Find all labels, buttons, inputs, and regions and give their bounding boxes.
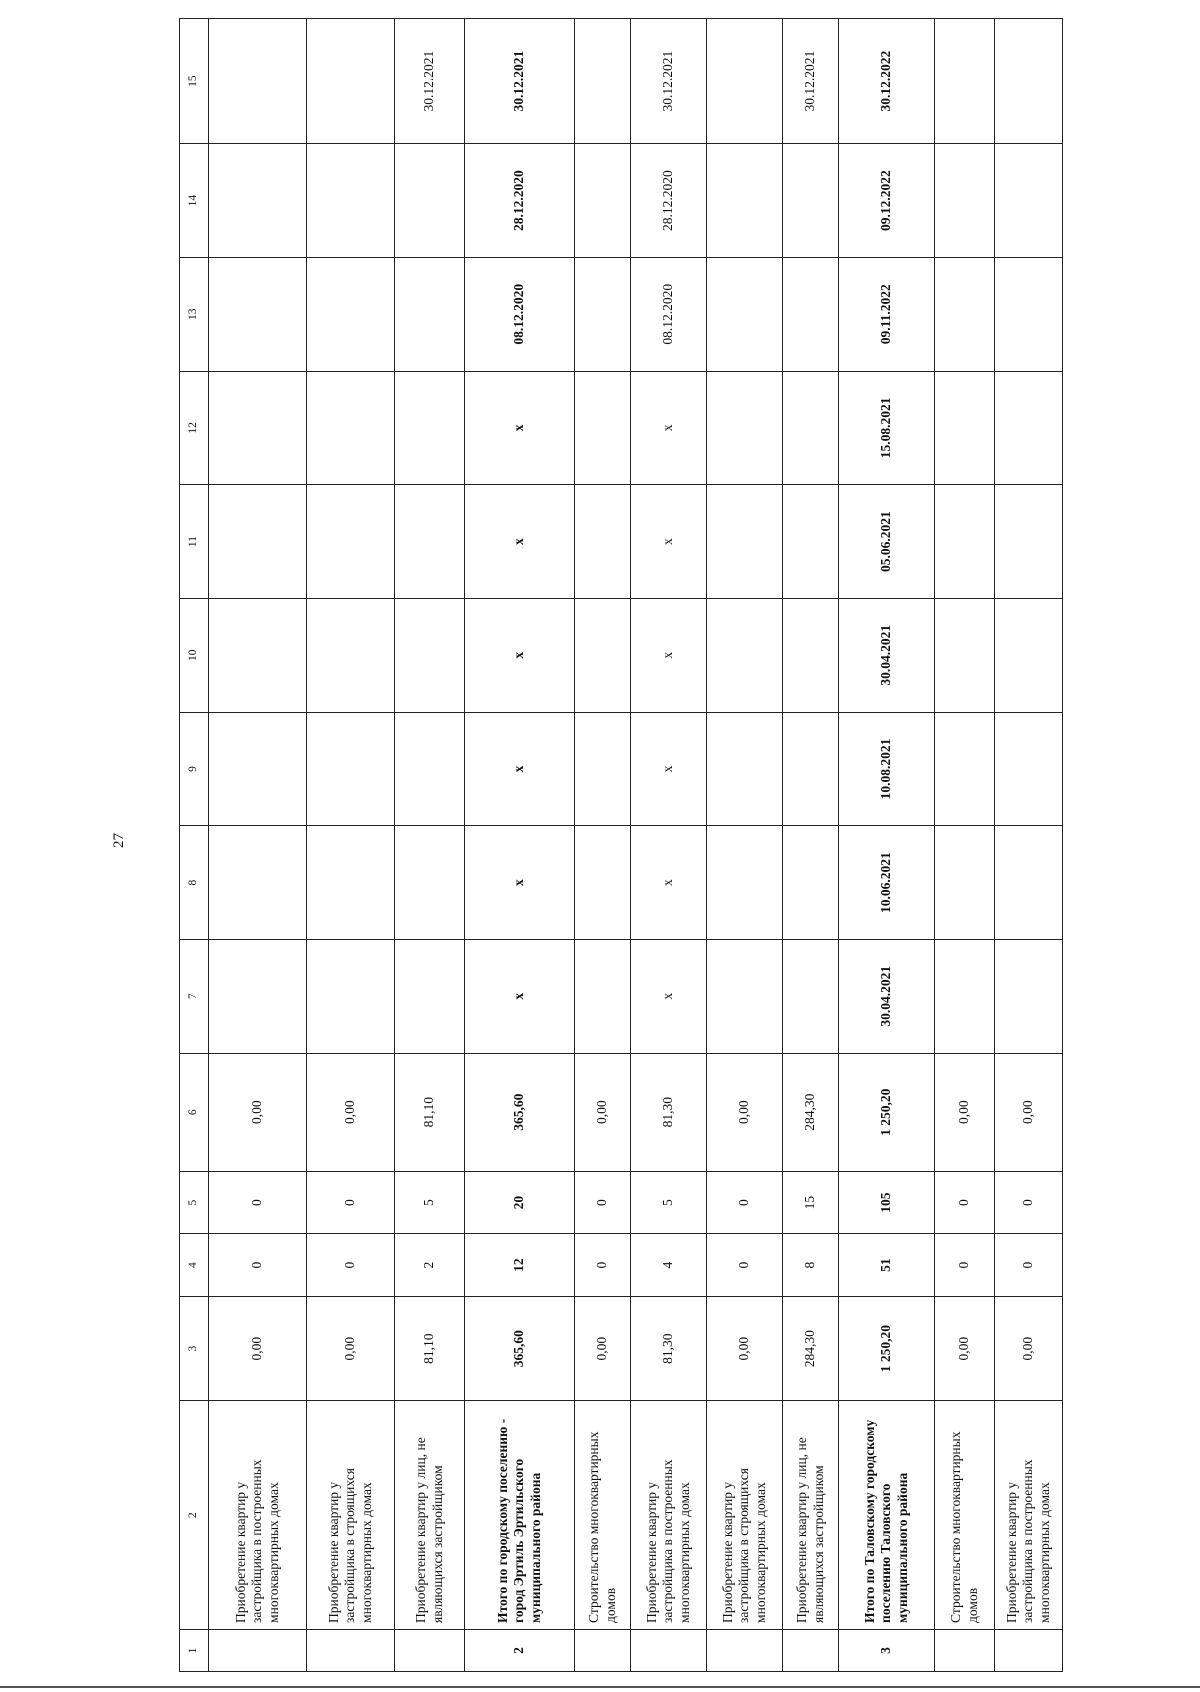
- table-cell: 5: [631, 1171, 707, 1234]
- table-cell: [575, 144, 631, 258]
- table-cell: [935, 939, 995, 1053]
- table-cell: [783, 598, 839, 712]
- table-cell: [209, 144, 307, 258]
- table-cell: 105: [839, 1171, 935, 1234]
- table-cell: 08.12.2020: [465, 257, 575, 371]
- table-cell: [935, 485, 995, 599]
- table-row: [839, 19, 935, 1672]
- table-cell: 0: [707, 1234, 783, 1297]
- table-cell: x: [465, 826, 575, 940]
- table-cell: 0: [209, 1234, 307, 1297]
- table-cell: 10.08.2021: [839, 712, 935, 826]
- table-cell: 0,00: [209, 1053, 307, 1171]
- table-cell: [995, 144, 1063, 258]
- table-cell: x: [465, 371, 575, 485]
- table-cell: [935, 257, 995, 371]
- column-number: 7: [180, 939, 209, 1053]
- table-cell: 0: [307, 1171, 395, 1234]
- table-cell: [209, 371, 307, 485]
- table-cell: [209, 19, 307, 144]
- table-cell: 0,00: [935, 1053, 995, 1171]
- table-cell: [307, 598, 395, 712]
- program-table: [179, 18, 1063, 1672]
- table-cell: [395, 144, 465, 258]
- table-cell: 30.12.2022: [839, 19, 935, 144]
- table-row: [935, 19, 995, 1672]
- column-number: 15: [180, 19, 209, 144]
- table-cell: 1 250,20: [839, 1053, 935, 1171]
- table-cell: [995, 826, 1063, 940]
- column-number: 5: [180, 1171, 209, 1234]
- table-cell: 51: [839, 1234, 935, 1297]
- row-title: Приобретение квартир у застройщика в строящихся многоквартирных домах: [307, 1401, 395, 1630]
- table-cell: 12: [465, 1234, 575, 1297]
- table-cell: [575, 485, 631, 599]
- table-cell: [995, 939, 1063, 1053]
- table-cell: 81,10: [395, 1296, 465, 1401]
- table-row: [707, 19, 783, 1672]
- table-cell: [395, 257, 465, 371]
- table-cell: [307, 485, 395, 599]
- row-number: 2: [465, 1629, 575, 1671]
- column-number: 3: [180, 1296, 209, 1401]
- row-title: Итого по Таловскому городскому поселению Таловского муниципального района: [839, 1401, 935, 1630]
- table-cell: 15: [783, 1171, 839, 1234]
- table-cell: 0: [575, 1171, 631, 1234]
- table-cell: 28.12.2020: [465, 144, 575, 258]
- row-number: [395, 1629, 465, 1671]
- table-cell: 0,00: [707, 1053, 783, 1171]
- table-cell: [995, 485, 1063, 599]
- column-number: 14: [180, 144, 209, 258]
- row-title: Приобретение квартир у застройщика в построенных многоквартирных домах: [631, 1401, 707, 1630]
- table-cell: 0: [995, 1234, 1063, 1297]
- table-cell: 8: [783, 1234, 839, 1297]
- column-number: 8: [180, 826, 209, 940]
- table-cell: [935, 826, 995, 940]
- table-cell: 30.12.2021: [395, 19, 465, 144]
- table-cell: [707, 598, 783, 712]
- table-cell: [395, 598, 465, 712]
- row-number: [935, 1629, 995, 1671]
- row-number: [707, 1629, 783, 1671]
- table-cell: [575, 712, 631, 826]
- table-cell: [783, 485, 839, 599]
- table-cell: x: [465, 485, 575, 599]
- table-cell: 30.12.2021: [465, 19, 575, 144]
- table-cell: 0,00: [575, 1053, 631, 1171]
- table-cell: 0,00: [995, 1053, 1063, 1171]
- row-number: [575, 1629, 631, 1671]
- column-number: 2: [180, 1401, 209, 1630]
- table-cell: x: [465, 712, 575, 826]
- table-cell: [209, 257, 307, 371]
- table-row: [307, 19, 395, 1672]
- table-cell: [395, 485, 465, 599]
- table-cell: 30.04.2021: [839, 939, 935, 1053]
- row-title: Приобретение квартир у лиц, не являющихся застройщиком: [395, 1401, 465, 1630]
- table-cell: 0: [935, 1171, 995, 1234]
- row-title: Строительство многоквартирных домов: [575, 1401, 631, 1630]
- table-cell: [995, 257, 1063, 371]
- table-cell: [307, 371, 395, 485]
- table-cell: x: [631, 485, 707, 599]
- table-cell: [995, 712, 1063, 826]
- table-cell: [395, 939, 465, 1053]
- table-cell: 0,00: [707, 1296, 783, 1401]
- table-cell: x: [631, 939, 707, 1053]
- table-row: [783, 19, 839, 1672]
- table-cell: [575, 598, 631, 712]
- table-cell: 0: [209, 1171, 307, 1234]
- table-row: [395, 19, 465, 1672]
- table-cell: 5: [395, 1171, 465, 1234]
- table-row: [995, 19, 1063, 1672]
- table-cell: 0: [707, 1171, 783, 1234]
- table-row: [209, 19, 307, 1672]
- table-cell: [395, 712, 465, 826]
- table-cell: 284,30: [783, 1053, 839, 1171]
- row-title: Итого по городскому поселению - город Эртиль Эртильского муниципального района: [465, 1401, 575, 1630]
- table-row: [465, 19, 575, 1672]
- table-cell: x: [631, 598, 707, 712]
- table-cell: 284,30: [783, 1296, 839, 1401]
- table-cell: [935, 598, 995, 712]
- row-title: Приобретение квартир у застройщика в строящихся многоквартирных домах: [707, 1401, 783, 1630]
- column-number: 13: [180, 257, 209, 371]
- table-cell: 0,00: [935, 1296, 995, 1401]
- table-cell: 0: [995, 1171, 1063, 1234]
- table-body: [180, 19, 1063, 1672]
- column-number: 12: [180, 371, 209, 485]
- table-cell: [575, 826, 631, 940]
- table-cell: [935, 712, 995, 826]
- column-number: 10: [180, 598, 209, 712]
- table-cell: 0: [307, 1234, 395, 1297]
- table-cell: [707, 144, 783, 258]
- table-cell: [707, 826, 783, 940]
- row-number: [995, 1629, 1063, 1671]
- table-cell: [307, 19, 395, 144]
- table-cell: 05.06.2021: [839, 485, 935, 599]
- table-cell: [935, 371, 995, 485]
- row-number: [783, 1629, 839, 1671]
- table-cell: [575, 371, 631, 485]
- table-cell: 81,30: [631, 1053, 707, 1171]
- row-number: [631, 1629, 707, 1671]
- row-number: [307, 1629, 395, 1671]
- table-cell: 4: [631, 1234, 707, 1297]
- page-number: 27: [111, 833, 127, 848]
- table-cell: 0,00: [307, 1053, 395, 1171]
- table-cell: [307, 144, 395, 258]
- table-cell: 365,60: [465, 1053, 575, 1171]
- table-cell: 20: [465, 1171, 575, 1234]
- table-cell: [575, 939, 631, 1053]
- page-bottom-rule: [0, 1686, 1200, 1688]
- row-number: [209, 1629, 307, 1671]
- table-cell: [209, 939, 307, 1053]
- table-cell: 1 250,20: [839, 1296, 935, 1401]
- table-cell: 09.12.2022: [839, 144, 935, 258]
- table-cell: 81,10: [395, 1053, 465, 1171]
- table-cell: 10.06.2021: [839, 826, 935, 940]
- table-cell: x: [631, 712, 707, 826]
- table-cell: 0,00: [307, 1296, 395, 1401]
- table-cell: 0,00: [995, 1296, 1063, 1401]
- table-cell: [209, 485, 307, 599]
- table-cell: 0,00: [575, 1296, 631, 1401]
- column-number: 11: [180, 485, 209, 599]
- table-cell: [395, 826, 465, 940]
- table-cell: [209, 712, 307, 826]
- table-cell: x: [631, 371, 707, 485]
- table-cell: [707, 485, 783, 599]
- table-cell: [995, 19, 1063, 144]
- table-cell: 30.12.2021: [631, 19, 707, 144]
- table-cell: 0: [935, 1234, 995, 1297]
- column-number: 9: [180, 712, 209, 826]
- table-cell: [707, 257, 783, 371]
- table-cell: [783, 712, 839, 826]
- table-cell: [575, 19, 631, 144]
- table-cell: [707, 19, 783, 144]
- table-cell: [935, 144, 995, 258]
- table-cell: [209, 598, 307, 712]
- row-title: Приобретение квартир у застройщика в построенных многоквартирных домах: [995, 1401, 1063, 1630]
- row-number: 3: [839, 1629, 935, 1671]
- table-cell: [995, 598, 1063, 712]
- table-cell: 2: [395, 1234, 465, 1297]
- header-row: [180, 19, 209, 1672]
- table-cell: 0,00: [209, 1296, 307, 1401]
- table-cell: 08.12.2020: [631, 257, 707, 371]
- row-title: Строительство многоквартирных домов: [935, 1401, 995, 1630]
- table-cell: 28.12.2020: [631, 144, 707, 258]
- column-number: 1: [180, 1629, 209, 1671]
- table-cell: [307, 826, 395, 940]
- row-title: Приобретение квартир у застройщика в построенных многоквартирных домах: [209, 1401, 307, 1630]
- column-number: 4: [180, 1234, 209, 1297]
- table-cell: [783, 371, 839, 485]
- table-cell: [783, 144, 839, 258]
- table-cell: [707, 939, 783, 1053]
- table-cell: 30.04.2021: [839, 598, 935, 712]
- table-cell: [209, 826, 307, 940]
- table-row: [631, 19, 707, 1672]
- table-cell: [707, 712, 783, 826]
- table-cell: [935, 19, 995, 144]
- table-cell: [307, 939, 395, 1053]
- row-title: Приобретение квартир у лиц, не являющихся застройщиком: [783, 1401, 839, 1630]
- table-cell: [307, 712, 395, 826]
- table-cell: x: [631, 826, 707, 940]
- table-cell: 81,30: [631, 1296, 707, 1401]
- table-cell: x: [465, 939, 575, 1053]
- table-cell: x: [465, 598, 575, 712]
- table-cell: 15.08.2021: [839, 371, 935, 485]
- table-row: [575, 19, 631, 1672]
- table-cell: [707, 371, 783, 485]
- table-cell: [783, 826, 839, 940]
- table-cell: [783, 939, 839, 1053]
- table-cell: 0: [575, 1234, 631, 1297]
- table-cell: [307, 257, 395, 371]
- column-number: 6: [180, 1053, 209, 1171]
- table-cell: [395, 371, 465, 485]
- table-cell: 09.11.2022: [839, 257, 935, 371]
- table-cell: [783, 257, 839, 371]
- table-cell: [995, 371, 1063, 485]
- program-table-wrapper: [179, 18, 1055, 1672]
- table-cell: 365,60: [465, 1296, 575, 1401]
- table-cell: 30.12.2021: [783, 19, 839, 144]
- table-cell: [575, 257, 631, 371]
